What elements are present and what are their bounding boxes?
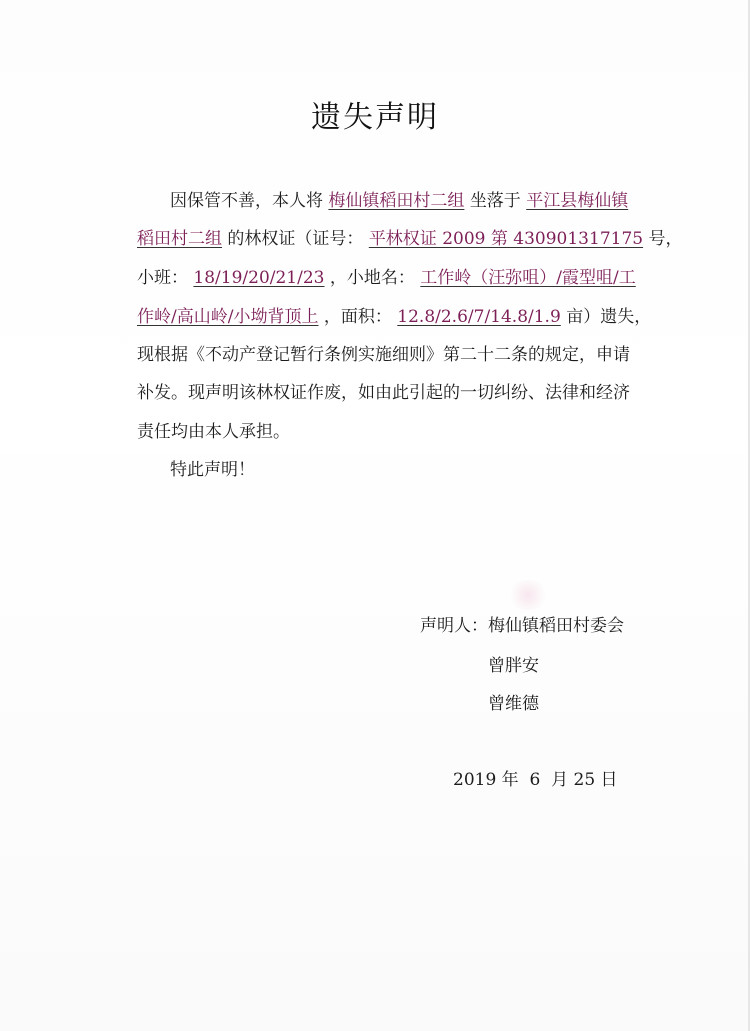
declaration-date: 2019 年 6 月 25 日 (453, 770, 618, 790)
declarant-organization: 梅仙镇稻田村委会 (488, 616, 624, 636)
location-part-1: 平江县梅仙镇 (526, 191, 629, 211)
block-numbers: 18/19/20/21/23 (193, 268, 325, 288)
paragraph-line-3 (137, 267, 636, 289)
paragraph-line-6: 补发。现声明该林权证作废，如由此引起的一切纠纷、法律和经济 (137, 383, 630, 403)
place-names-part-1: 工作岭（汪弥咀）/霞型咀/工 (420, 268, 636, 288)
text-area-label: ，面积： (323, 307, 392, 327)
paper-smudge (508, 580, 548, 610)
certificate-number: 平林权证 2009 第 430901317175 (368, 229, 644, 249)
closing-statement: 特此声明！ (170, 460, 255, 480)
text-located: 坐落于 (469, 191, 521, 211)
paragraph-line-5: 现根据《不动产登记暂行条例实施细则》第二十二条的规定，申请 (137, 345, 630, 365)
declarant-person-2: 曾维德 (488, 694, 539, 714)
text-block-label: 小班： (137, 268, 188, 288)
place-names-part-2: 作岭/高山岭/小坳背顶上 (137, 307, 319, 327)
text-area-end: 亩）遗失， (566, 307, 652, 327)
paragraph-line-7: 责任均由本人承担。 (137, 422, 290, 442)
paragraph-line-1 (170, 190, 628, 212)
text-cert-label: 的林权证（证号： (227, 229, 364, 249)
text-place-label: ，小地名： (329, 268, 415, 288)
paragraph-line-4 (137, 306, 651, 328)
location-part-2: 稻田村二组 (137, 229, 222, 249)
area-values: 12.8/2.6/7/14.8/1.9 (397, 307, 561, 327)
declarant-label: 声明人： (420, 616, 488, 636)
text-cert-end: 号， (648, 229, 683, 249)
paragraph-line-2 (137, 228, 683, 250)
owner-name: 梅仙镇稻田村二组 (328, 191, 465, 211)
text-intro: 因保管不善，本人将 (170, 191, 323, 211)
declarant-person-1: 曾胖安 (488, 656, 539, 676)
document-title: 遗失声明 (311, 100, 439, 135)
